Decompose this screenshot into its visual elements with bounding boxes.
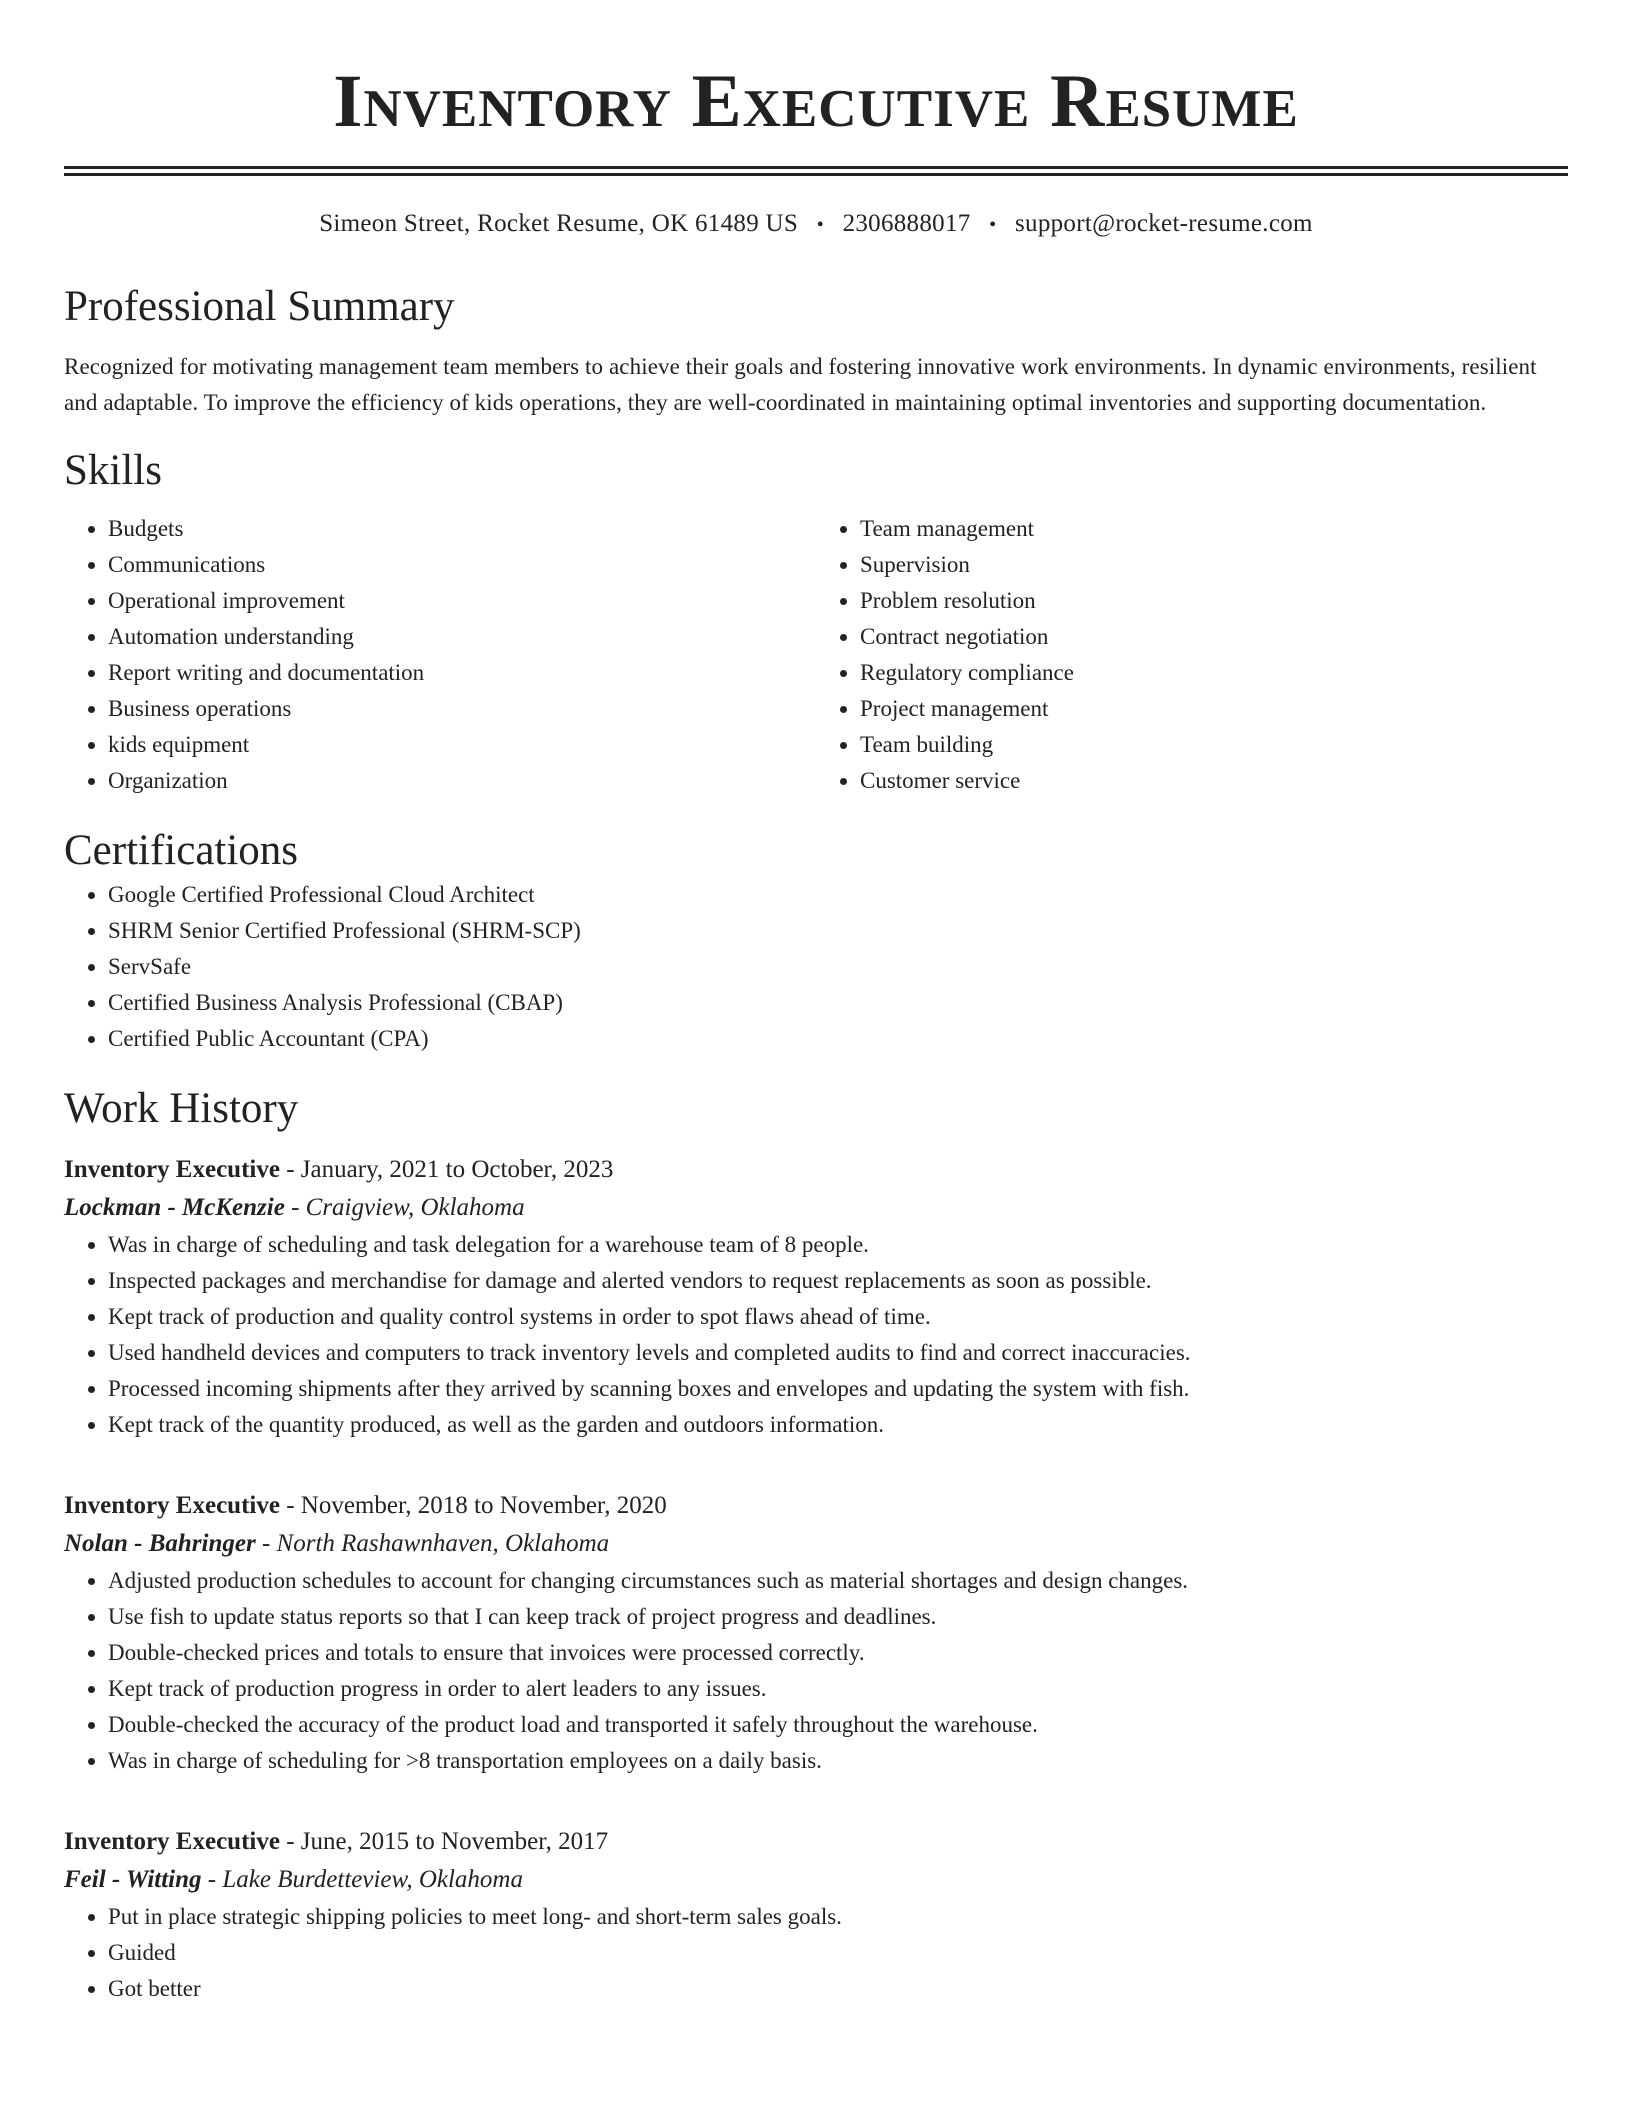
certification-item: • Google Certified Professional Cloud Architect — [108, 877, 1568, 913]
skills-heading: Skills — [64, 447, 162, 494]
duty-item: • Used handheld devices and computers to track inventory levels and completed audits to find and correct inaccuracies. — [108, 1335, 1568, 1371]
contact-line — [64, 206, 1568, 243]
job-company-line — [64, 1861, 1568, 1899]
skill-item: • Organization — [108, 763, 816, 799]
summary-heading: Professional Summary — [64, 283, 455, 330]
job-company: Nolan - Bahringer — [64, 1530, 256, 1557]
certification-item: • Certified Business Analysis Professional (CBAP) — [108, 985, 1568, 1021]
duty-item: • Was in charge of scheduling for >8 transportation employees on a daily basis. — [108, 1743, 1568, 1779]
job-entry — [64, 1823, 1568, 2007]
skill-item: • kids equipment — [108, 727, 816, 763]
summary-section — [64, 281, 1568, 421]
certification-item: • SHRM Senior Certified Professional (SHRM-SCP) — [108, 913, 1568, 949]
skill-item: • Supervision — [860, 547, 1568, 583]
skills-list-right — [816, 511, 1568, 799]
contact-phone: 2306888017 — [842, 210, 971, 237]
skill-item: • Customer service — [860, 763, 1568, 799]
duty-item: • Double-checked prices and totals to ensure that invoices were processed correctly. — [108, 1635, 1568, 1671]
job-dates: - January, 2021 to October, 2023 — [279, 1156, 614, 1183]
job-title-line — [64, 1151, 1568, 1189]
duty-item: • Kept track of the quantity produced, as well as the garden and outdoors information. — [108, 1407, 1568, 1443]
job-role: Inventory Executive — [64, 1828, 280, 1855]
resume-title: Inventory Executive Resume — [333, 60, 1299, 143]
job-entry — [64, 1151, 1568, 1443]
job-location: - North Rashawnhaven, Oklahoma — [255, 1530, 610, 1557]
job-role: Inventory Executive — [64, 1492, 280, 1519]
skills-section — [64, 445, 1568, 799]
job-title-line — [64, 1487, 1568, 1525]
certifications-section — [64, 825, 1568, 1057]
skill-item: • Regulatory compliance — [860, 655, 1568, 691]
job-dates: - November, 2018 to November, 2020 — [279, 1492, 667, 1519]
job-title-line — [64, 1823, 1568, 1861]
skill-item: • Operational improvement — [108, 583, 816, 619]
duty-item: • Got better — [108, 1971, 1568, 2007]
skill-item: • Business operations — [108, 691, 816, 727]
skills-list-left — [64, 511, 816, 799]
skill-item: • Budgets — [108, 511, 816, 547]
job-duties-list — [64, 1227, 1568, 1443]
skill-item: • Contract negotiation — [860, 619, 1568, 655]
job-company-line — [64, 1189, 1568, 1227]
job-duties-list — [64, 1563, 1568, 1779]
duty-item: • Put in place strategic shipping policies to meet long- and short-term sales goals. — [108, 1899, 1568, 1935]
duty-item: • Inspected packages and merchandise for damage and alerted vendors to request replacements as soon as possible. — [108, 1263, 1568, 1299]
duty-item: • Adjusted production schedules to account for changing circumstances such as material shortages and design changes. — [108, 1563, 1568, 1599]
duty-item: • Was in charge of scheduling and task delegation for a warehouse team of 8 people. — [108, 1227, 1568, 1263]
summary-text: Recognized for motivating management team members to achieve their goals and fostering innovative work environments. In dynamic environments, resilient and adaptable. To improve the efficiency of kids operations, they are well-coordinated in maintaining optimal inventories and supporting documentation. — [64, 354, 1537, 415]
job-role: Inventory Executive — [64, 1156, 280, 1183]
job-duties-list — [64, 1899, 1568, 2007]
duty-item: • Guided — [108, 1935, 1568, 1971]
duty-item: • Kept track of production and quality control systems in order to spot flaws ahead of time. — [108, 1299, 1568, 1335]
duty-item: • Use fish to update status reports so that I can keep track of project progress and deadlines. — [108, 1599, 1568, 1635]
contact-address: Simeon Street, Rocket Resume, OK 61489 US — [319, 210, 799, 237]
job-company: Feil - Witting — [64, 1866, 202, 1893]
certification-item: • ServSafe — [108, 949, 1568, 985]
skill-item: • Report writing and documentation — [108, 655, 816, 691]
contact-separator: • — [989, 214, 997, 236]
skill-item: • Team management — [860, 511, 1568, 547]
certifications-list — [64, 877, 1568, 1057]
work-history-section — [64, 1083, 1568, 2007]
contact-email: support@rocket-resume.com — [1015, 210, 1313, 237]
duty-item: • Kept track of production progress in order to alert leaders to any issues. — [108, 1671, 1568, 1707]
job-location: - Craigview, Oklahoma — [284, 1194, 525, 1221]
certification-item: • Certified Public Accountant (CPA) — [108, 1021, 1568, 1057]
resume-page — [64, 0, 1568, 2007]
duty-item: • Processed incoming shipments after they arrived by scanning boxes and envelopes and updating the system with fish. — [108, 1371, 1568, 1407]
job-company: Lockman - McKenzie — [64, 1194, 285, 1221]
certifications-heading: Certifications — [64, 827, 299, 874]
job-location: - Lake Burdetteview, Oklahoma — [201, 1866, 523, 1893]
skills-grid — [64, 511, 1568, 799]
duty-item: • Double-checked the accuracy of the product load and transported it safely throughout the warehouse. — [108, 1707, 1568, 1743]
skill-item: • Communications — [108, 547, 816, 583]
job-entry — [64, 1487, 1568, 1779]
job-dates: - June, 2015 to November, 2017 — [279, 1828, 609, 1855]
skill-item: • Project management — [860, 691, 1568, 727]
skill-item: • Automation understanding — [108, 619, 816, 655]
skill-item: • Team building — [860, 727, 1568, 763]
job-company-line — [64, 1525, 1568, 1563]
title-double-rule — [64, 166, 1568, 176]
skill-item: • Problem resolution — [860, 583, 1568, 619]
work-history-heading: Work History — [64, 1085, 299, 1132]
contact-separator: • — [816, 214, 824, 236]
